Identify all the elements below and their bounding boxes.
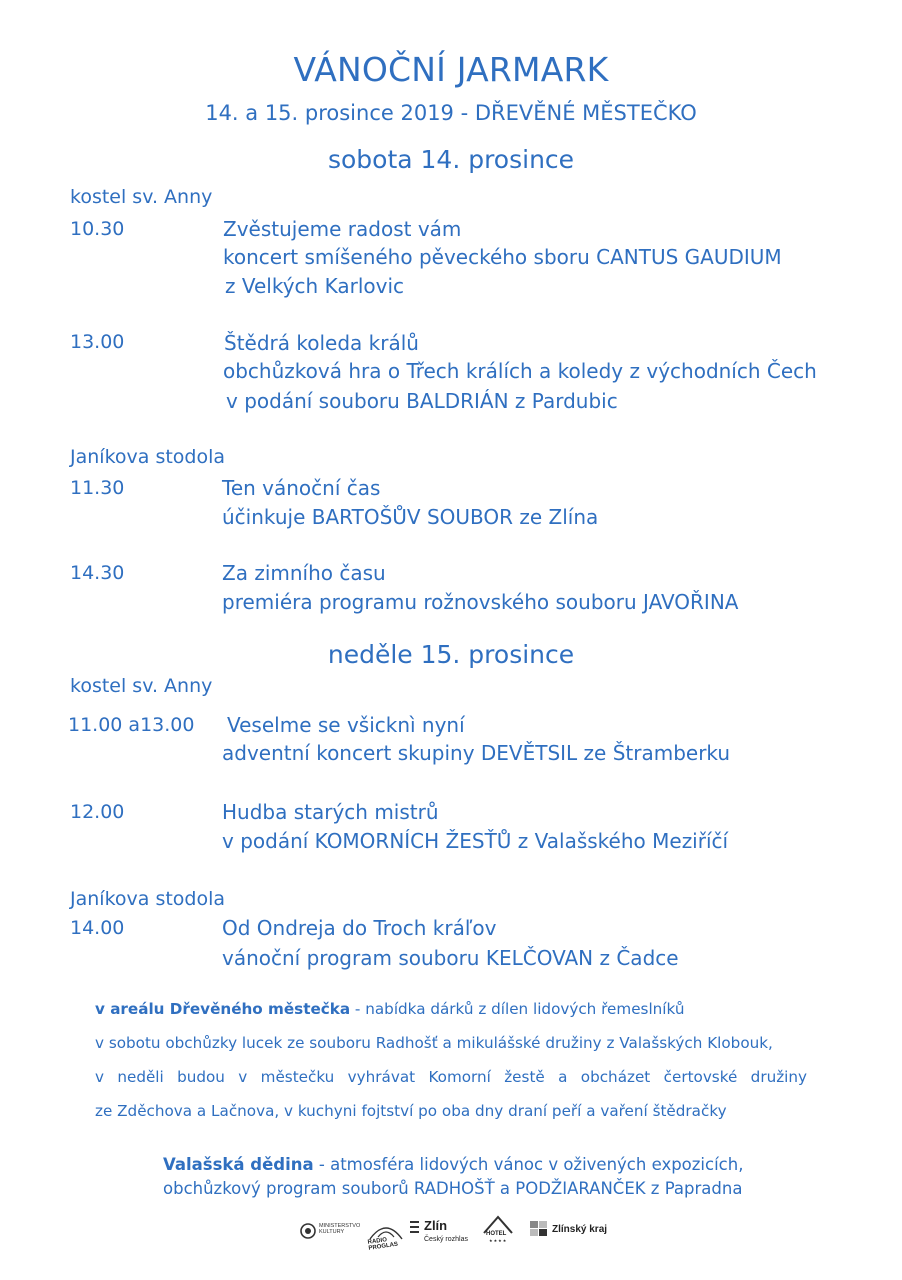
info-lead-bold: v areálu Dřevěného městečka [95,1000,351,1018]
event-title: Za zimního času [222,561,386,585]
dedina-rest: - atmosféra lidových vánoc v oživených expozicích, [313,1155,744,1174]
event-description: v podání souboru BALDRIÁN z Pardubic [226,389,618,413]
venue-heading: Janíkova stodola [70,446,226,468]
day-heading-sunday: neděle 15. prosince [327,640,575,669]
event-description: účinkuje BARTOŠŮV SOUBOR ze Zlína [222,505,599,529]
hotel-label: HOTEL [486,1231,507,1237]
event-title: Ten vánoční čas [222,476,381,500]
ministry-line: MINISTERSTVO [319,1223,361,1229]
radio-proglas-logo [364,1217,408,1252]
venue-heading: Janíkova stodola [70,888,226,910]
page-title: VÁNOČNÍ JARMARK [293,50,609,89]
event-time: 11.00 a13.00 [68,714,195,736]
day-heading-saturday: sobota 14. prosince [327,145,575,174]
info-line: ze Zděchova a Lačnova, v kuchyni fojtství po oba dny draní peří a vaření štědračky [95,1102,727,1120]
zlinsky-kraj-label: Zlínský kraj [552,1224,608,1235]
page-subtitle: 14. a 15. prosince 2019 - DŘEVĚNÉ MĚSTEČKO [205,101,697,125]
event-title: Štědrá koleda králů [224,331,419,355]
info-line: v neděli budou v městečku vyhrávat Komorní žestě a obcházet čertovské družiny [95,1068,807,1086]
radio-proglas-label: RADIO PROGLAS [367,1237,399,1252]
ministry-line: KULTURY [319,1229,345,1235]
zlin-label: Zlín [424,1218,448,1233]
event-description: vánoční program souboru KELČOVAN z Čadce [222,946,679,970]
zlinsky-kraj-icon [530,1221,548,1237]
venue-heading: kostel sv. Anny [70,675,213,697]
event-description: premiéra programu rožnovského souboru JAVOŘINA [222,590,739,614]
event-time: 12.00 [70,801,125,823]
dedina-line: obchůzkový program souborů RADHOŠŤ a PODŽIARANČEK z Papradna [163,1179,743,1198]
event-description: z Velkých Karlovic [225,274,405,298]
event-description: v podání KOMORNÍCH ŽESŤŮ z Valašského Meziříčí [222,829,729,853]
event-title: Od Ondreja do Troch kráľov [222,916,497,940]
hotel-stars-icon: ★★★★ [489,1238,508,1243]
info-lead-rest: - nabídka dárků z dílen lidových řemeslníků [350,1000,685,1018]
event-time: 11.30 [70,477,125,499]
cesky-rozhlas-icon [410,1220,420,1234]
info-line: v sobotu obchůzky lucek ze souboru Radhošť a mikulášské družiny z Valašských Klobouk, [95,1034,773,1052]
dedina-bold: Valašská dědina [163,1155,314,1174]
event-description: obchůzková hra o Třech králích a koledy z východních Čech [223,359,817,383]
ministry-emblem-icon [300,1223,316,1239]
event-title: Veselme se všicknì nyní [227,713,465,737]
event-title: Zvěstujeme radost vám [223,217,462,241]
event-time: 10.30 [70,218,125,240]
dedina-line [163,1155,743,1174]
rozhlas-label: Český rozhlas [424,1236,468,1243]
event-title: Hudba starých mistrů [222,800,439,824]
hotel-logo [480,1215,516,1249]
event-time: 14.00 [70,917,125,939]
sponsor-logos [300,1215,620,1251]
event-time: 14.30 [70,562,125,584]
event-description: adventní koncert skupiny DEVĚTSIL ze Štramberku [222,741,731,765]
venue-heading: kostel sv. Anny [70,186,213,208]
event-time: 13.00 [70,331,125,353]
info-line [95,1000,684,1018]
event-description: koncert smíšeného pěveckého sboru CANTUS GAUDIUM [223,245,782,269]
